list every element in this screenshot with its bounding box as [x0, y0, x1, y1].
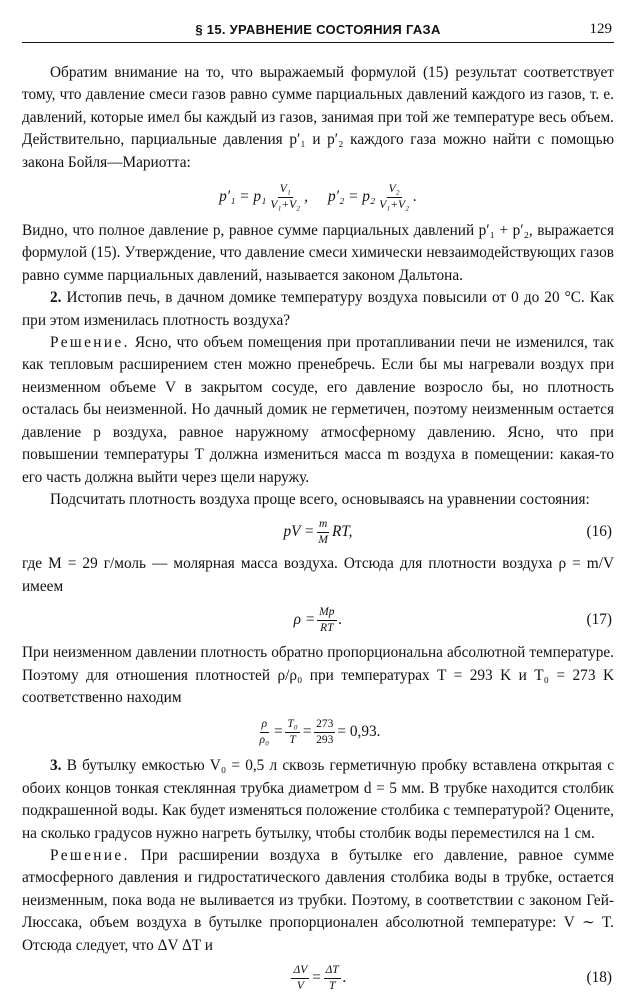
denominator: 293 [316, 733, 334, 746]
numerator: 273 [314, 718, 335, 733]
solution-label: Решение. [50, 334, 130, 352]
denominator: V₁+V₂ [270, 198, 301, 211]
formula-part: = 0,93. [337, 723, 381, 741]
paragraph-3: Подсчитать плотность воздуха проще всего, основываясь на уравнении состояния: [50, 490, 590, 508]
solution-3 [22, 845, 614, 957]
paragraph-2: Видно, что полное давление p, равное сумме парциальных давлений p′₁ + p′₂, выражается формулой (15). Утверждение, что давление смеси химически невзаимодействующих газов равно сумме парциальных давлений, называется законом Дальтона. [22, 222, 614, 284]
solution-label: Решение. [50, 846, 130, 864]
equation-number: (18) [586, 968, 612, 986]
numerator: ΔT [324, 964, 341, 979]
denominator: M [318, 533, 328, 546]
equation-number: (16) [586, 523, 612, 541]
formula-17 [22, 598, 614, 642]
fraction [377, 183, 411, 212]
formula-partial-pressures [22, 174, 614, 220]
numerator: V₂ [387, 183, 402, 198]
fraction [316, 518, 330, 547]
fraction [258, 718, 272, 747]
fraction [324, 964, 341, 993]
formula-part: ρ = [293, 610, 316, 628]
formula-part: = [311, 968, 322, 986]
formula-part: . [338, 610, 343, 628]
paragraph-1: Обратим внимание на то, что выражаемый формулой (15) результат соответствует тому, что давление смеси газов равно сумме парциальных давлений каждого из газов, т. е. давлений, которые имел бы каждый из газов, занимая при той же температуре весь объем. Действительно, парциальные давления p′₁ и p′₂ каждого газа можно найти с помощью закона Бойля—Мариотта: [22, 64, 614, 171]
formula-18 [22, 957, 614, 999]
formula-part: . [413, 187, 417, 205]
solution-text: При расширении воздуха в бутылке его давление, равное сумме атмосферного давления и гидростатического давления столбика воды в трубке, остается неизменным, пока вода не выливается из трубки. Поэтому, в соответствии с законом Гей-Люссака, объем воздуха в бутылке пропорционален абсолютной температуре: V ∼ T. Отсюда следует, что ΔV ΔT и [22, 846, 614, 954]
denominator: ρ₀ [259, 733, 270, 746]
denominator: V₁+V₂ [379, 198, 410, 211]
paragraph-5: При неизменном давлении плотность обратно пропорциональна абсолютной температуре. Поэтому для отношения плотностей ρ/ρ₀ при температурах T = 293 K и T₀ = 273 K соответственно находим [22, 644, 614, 706]
fraction [317, 606, 336, 635]
equation-number: (17) [586, 610, 612, 628]
denominator: T [289, 733, 296, 746]
running-head [22, 20, 614, 43]
fraction [291, 964, 309, 993]
solution-2 [22, 332, 614, 489]
problem-text: Истопив печь, в дачном домике температуру воздуха повысили от 0 до 20 °С. Как при этом изменилась плотность воздуха? [22, 289, 615, 329]
formula-16 [22, 511, 614, 553]
problem-number: 2. [50, 289, 62, 307]
numerator: T₀ [285, 718, 299, 733]
page-body [22, 62, 614, 999]
numerator: ΔV [291, 964, 309, 979]
problem-number: 3. [50, 757, 62, 775]
paragraph-4: где M = 29 г/моль — молярная масса воздуха. Отсюда для плотности воздуха ρ = m/V имеем [22, 555, 614, 595]
problem-text: В бутылку емкостью V₀ = 0,5 л сквозь герметичную пробку вставлена открытая с обоих концов тонкая стеклянная трубка диаметром d = 5 мм. В трубке находится столбик подкрашенной воды. Как будет изменяться положение столбика с температурой? Оцените, на сколько градусов нужно нагреть бутылку, чтобы столбик воды переместился на 1 см. [22, 757, 615, 842]
formula-part: , [304, 187, 308, 205]
problem-2 [22, 287, 614, 332]
numerator: Mp [317, 606, 336, 621]
denominator: RT [320, 621, 334, 634]
numerator: m [317, 518, 329, 533]
fraction [314, 718, 335, 747]
solution-text: Ясно, что объем помещения при протапливании печи не изменился, так как тепловым расширением стен можно пренебречь. Если бы мы нагревали воздух при неизменном объеме V в закрытом сосуде, его давление возросло бы, но плотность осталась бы неизменной. Но дачный домик не герметичен, поэтому неизменным остается давление p воздуха, равное наружному атмосферному давлению. Ясно, что при повышении температуры T должна измениться масса m воздуха в помещении: какая-то его часть должна выйти через щели наружу. [22, 334, 614, 486]
formula-part: p′₂ = p₂ [328, 187, 376, 205]
denominator: T [328, 979, 336, 992]
problem-3 [22, 755, 614, 845]
formula-part: = [301, 723, 313, 741]
page-number: 129 [589, 21, 612, 37]
formula-density-ratio [22, 709, 614, 755]
chapter-title: § 15. УРАВНЕНИЕ СОСТОЯНИЯ ГАЗА [195, 22, 441, 37]
fraction [285, 718, 299, 747]
formula-part: pV = [283, 523, 315, 541]
fraction [268, 183, 302, 212]
formula-part: . [342, 968, 347, 986]
numerator: ρ [260, 718, 270, 733]
formula-part: = [273, 723, 284, 741]
denominator: V [296, 979, 304, 992]
formula-part: p′₁ = p₁ [219, 187, 267, 205]
formula-part: RT, [331, 523, 353, 541]
numerator: V₁ [278, 183, 293, 198]
